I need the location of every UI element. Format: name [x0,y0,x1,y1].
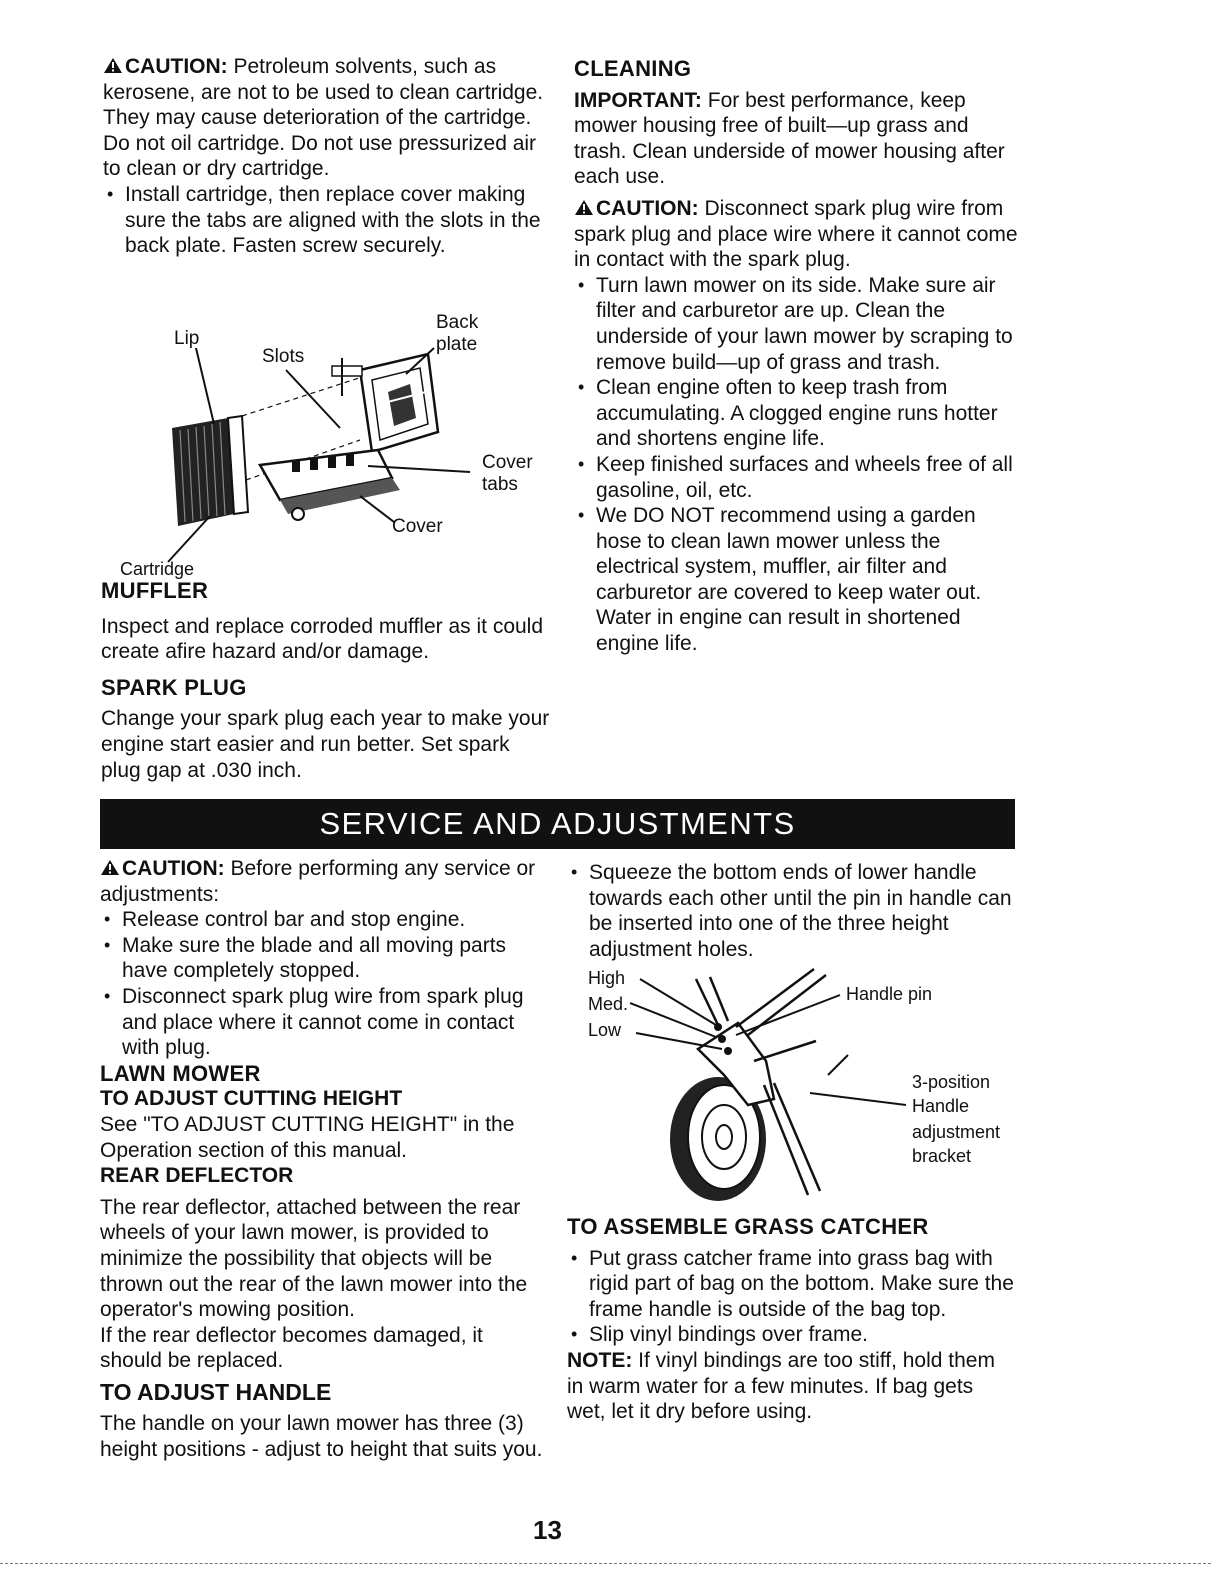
adjust-handle-heading: TO ADJUST HANDLE [100,1378,332,1405]
list-item: • Keep finished surfaces and wheels free of all gasoline, oil, etc. [574,452,1024,503]
label-high: High [588,968,626,988]
grass-catcher-note [567,1348,1017,1425]
grass-catcher-list [567,1246,1017,1348]
air-filter-figure [110,300,560,579]
warning-triangle-icon [100,859,120,876]
list-item: • Make sure the blade and all moving parts have completely stopped. [100,933,550,984]
spark-plug-heading: SPARK PLUG [101,674,247,700]
muffler-spark-section [101,578,551,783]
back-plate-shape [332,354,438,452]
handle-list [567,860,1017,962]
cartridge-shape [172,416,248,526]
label-bracket-1: 3-position [912,1072,991,1092]
label-med: Med. [588,994,629,1014]
label-back-plate: Back plate [436,312,479,355]
warning-triangle-icon [574,199,594,216]
caution-text: Petroleum solvents, such as kerosene, are not to be used to clean cartridge. They may cause deterioration of the cartridge. Do not oil cartridge. Do not use pressurized air to clean or dry cartridge. [103,55,544,181]
bottom-rule [0,1563,1211,1564]
list-item: • Put grass catcher frame into grass bag with rigid part of bag on the bottom. Make sure the frame handle is outside of the bag top. [567,1246,1017,1323]
cleaning-column [574,56,1024,657]
caution-label: CAUTION: [596,196,699,220]
section-banner: SERVICE AND ADJUSTMENTS [100,799,1015,849]
lawn-mower-heading: LAWN MOWER [100,1060,261,1086]
list-item: • Turn lawn mower on its side. Make sure air filter and carburetor are up. Clean the underside of your lawn mower by scraping to remove build—up of grass and trash. [574,273,1024,375]
service-column [100,856,550,1463]
install-list [103,182,553,259]
cartridge-caution [103,54,553,182]
muffler-heading: MUFFLER [101,578,209,603]
label-cover-tabs: Cover tabs [482,452,533,495]
list-item: • Release control bar and stop engine. [100,907,550,933]
list-item: • Clean engine often to keep trash from accumulating. A clogged engine runs hotter and shortens engine life. [574,375,1024,452]
note-label: NOTE: [567,1348,633,1372]
important-label: IMPORTANT: [574,88,702,112]
warning-triangle-icon [103,57,123,74]
label-cartridge: Cartridge [120,559,195,579]
cleaning-list [574,273,1024,657]
note-text: If vinyl bindings are too stiff, hold them in warm water for a few minutes. If bag gets wet, let it dry before using. [567,1348,995,1424]
top-left-column [103,54,553,259]
list-item: • Disconnect spark plug wire from spark plug and place where it cannot come in contact with plug. [100,984,550,1061]
rear-deflector-heading: REAR DEFLECTOR [100,1164,294,1188]
label-low: Low [588,1020,622,1040]
label-bracket-3: adjustment [912,1122,1001,1142]
page-number: 13 [533,1515,562,1545]
caution-label: CAUTION: [125,55,228,78]
muffler-text: Inspect and replace corroded muffler as it could create afire hazard and/or damage. [101,614,544,664]
cutting-height-subheading: TO ADJUST CUTTING HEIGHT [100,1087,403,1111]
handle-figure [588,965,1018,1205]
list-item: • We DO NOT recommend using a garden hose to clean lawn mower unless the electrical system, muffler, air filter and carburetor are covered to keep water out. Water in engine can result in shortened engine life. [574,503,1024,657]
adjust-handle-text: The handle on your lawn mower has three (3) height positions - adjust to height that suits you. [100,1412,543,1462]
cutting-height-text: See "TO ADJUST CUTTING HEIGHT" in the Operation section of this manual. [100,1112,515,1162]
handle-column [567,860,1017,962]
rear-deflector-text-2: If the rear deflector becomes damaged, it should be replaced. [100,1323,483,1373]
list-item: • Install cartridge, then replace cover making sure the tabs are aligned with the slots in the back plate. Fasten screw securely. [103,182,553,259]
grass-catcher-section [567,1214,1017,1425]
cleaning-important [574,88,1024,190]
label-handle-pin: Handle pin [846,984,933,1004]
label-bracket-2: Handle [912,1096,970,1116]
cleaning-heading: CLEANING [574,56,692,81]
important-text: For best performance, keep mower housing free of built—up grass and trash. Clean underside of mower housing after each use. [574,88,1005,189]
label-bracket-4: bracket [912,1146,972,1166]
list-item: • Squeeze the bottom ends of lower handle towards each other until the pin in handle can be inserted into one of the three height adjustment holes. [567,860,1017,962]
label-lip: Lip [174,328,200,349]
caution-label: CAUTION: [122,857,225,880]
service-list [100,907,550,1061]
cleaning-caution [574,196,1024,273]
label-slots: Slots [262,346,305,367]
list-item: • Slip vinyl bindings over frame. [567,1322,1017,1348]
grass-catcher-heading: TO ASSEMBLE GRASS CATCHER [567,1214,929,1239]
label-cover: Cover [392,516,443,537]
caution-text: Disconnect spark plug wire from spark plug and place wire where it cannot come in contact with the spark plug. [574,196,1018,272]
rear-deflector-text: The rear deflector, attached between the rear wheels of your lawn mower, is provided to minimize the possibility that objects will be thrown out the rear of the lawn mower into the operator's mowing position. [100,1195,528,1322]
service-caution [100,856,550,907]
caution-text: Before performing any service or adjustments: [100,857,536,906]
spark-plug-text: Change your spark plug each year to make your engine start easier and run better. Set spark plug gap at .030 inch. [101,707,550,782]
